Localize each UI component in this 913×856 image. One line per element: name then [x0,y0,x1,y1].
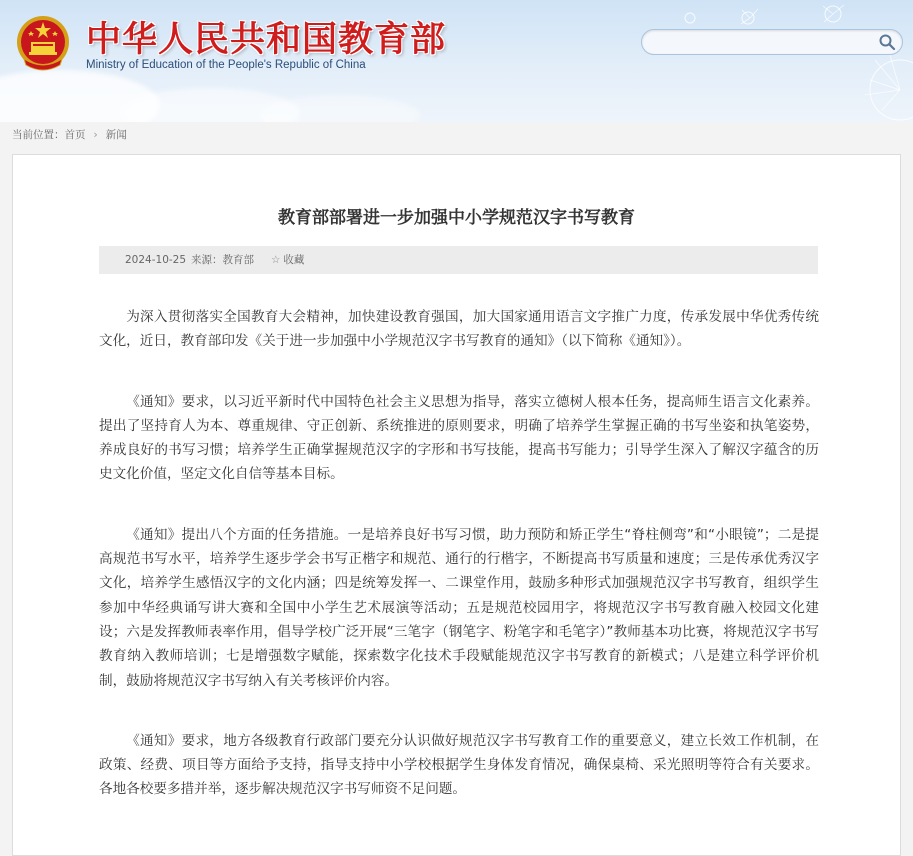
breadcrumb [12,127,127,143]
search-box[interactable] [641,29,903,55]
breadcrumb-label: 当前位置： [12,129,65,141]
search-icon[interactable] [878,33,896,51]
site-title[interactable]: 中华人民共和国教育部 [86,20,447,60]
breadcrumb-news[interactable]: 新闻 [105,129,127,141]
site-subtitle: Ministry of Education of the People's Republic of China [86,59,366,71]
article-paragraph: 为深入贯彻落实全国教育大会精神，加快建设教育强国，加大国家通用语言文字推广力度，传承发展中华优秀传统文化，近日，教育部印发《关于进一步加强中小学规范汉字书写教育的通知》（以下简称《通知》）。 [99,309,819,350]
dandelion-decoration [620,0,913,122]
article-panel [12,154,901,856]
article-paragraph: 《通知》提出八个方面的任务措施。一是培养良好书写习惯，助力预防和矫正学生“脊柱侧弯”和“小眼镜”；二是提高规范书写水平，培养学生逐步学会书写正楷字和规范、通行的行楷字，不断提高书写质量和速度；三是传承优秀汉字文化，培养学生感悟汉字的文化内涵；四是统筹发挥一、二课堂作用，鼓励多种形式加强规范汉字书写教育，组织学生参加中华经典诵写讲大赛和全国中小学生艺术展演等活动；五是规范校园用字，将规范汉字书写教育融入校园文化建设；六是发挥教师表率作用，倡导学校广泛开展“三笔字（钢笔字、粉笔字和毛笔字）”教师基本功比赛，将规范汉字书写教育纳入教师培训；七是增强数字赋能，探索数字化技术手段赋能规范汉字书写教育的新模式；八是建立科学评价机制，鼓励将规范汉字书写纳入有关考核评价内容。 [99,526,819,689]
favorite-button[interactable] [271,246,304,274]
site-header [0,0,913,122]
article-meta [99,246,818,274]
article-source: 来源：教育部 [191,254,254,266]
favorite-label: 收藏 [283,254,305,266]
national-emblem-icon[interactable] [14,13,72,73]
chevron-right-icon: › [93,129,98,141]
article-body [99,305,819,838]
publish-date: 2024-10-25 [125,254,187,266]
article-title: 教育部部署进一步加强中小学规范汉字书写教育 [278,208,635,228]
article-paragraph: 《通知》要求，以习近平新时代中国特色社会主义思想为指导，落实立德树人根本任务，提高师生语言文化素养。提出了坚持育人为本、尊重规律、守正创新、系统推进的原则要求，明确了培养学生掌握正确的书写坐姿和执笔姿势，养成良好的书写习惯；培养学生正确掌握规范汉字的字形和书写技能，提高书写能力；引导学生深入了解汉字蕴含的历史文化价值，坚定文化自信等基本目标。 [99,393,819,483]
search-input[interactable] [652,33,871,51]
star-icon: ☆ [271,254,281,266]
article-paragraph: 《通知》要求，地方各级教育行政部门要充分认识做好规范汉字书写教育工作的重要意义，建立长效工作机制，在政策、经费、项目等方面给予支持，指导支持中小学校根据学生身体发育情况，确保桌椅、采光照明等符合有关要求。各地各校要多措并举，逐步解决规范汉字书写师资不足问题。 [99,732,819,798]
breadcrumb-home[interactable]: 首页 [64,129,86,141]
